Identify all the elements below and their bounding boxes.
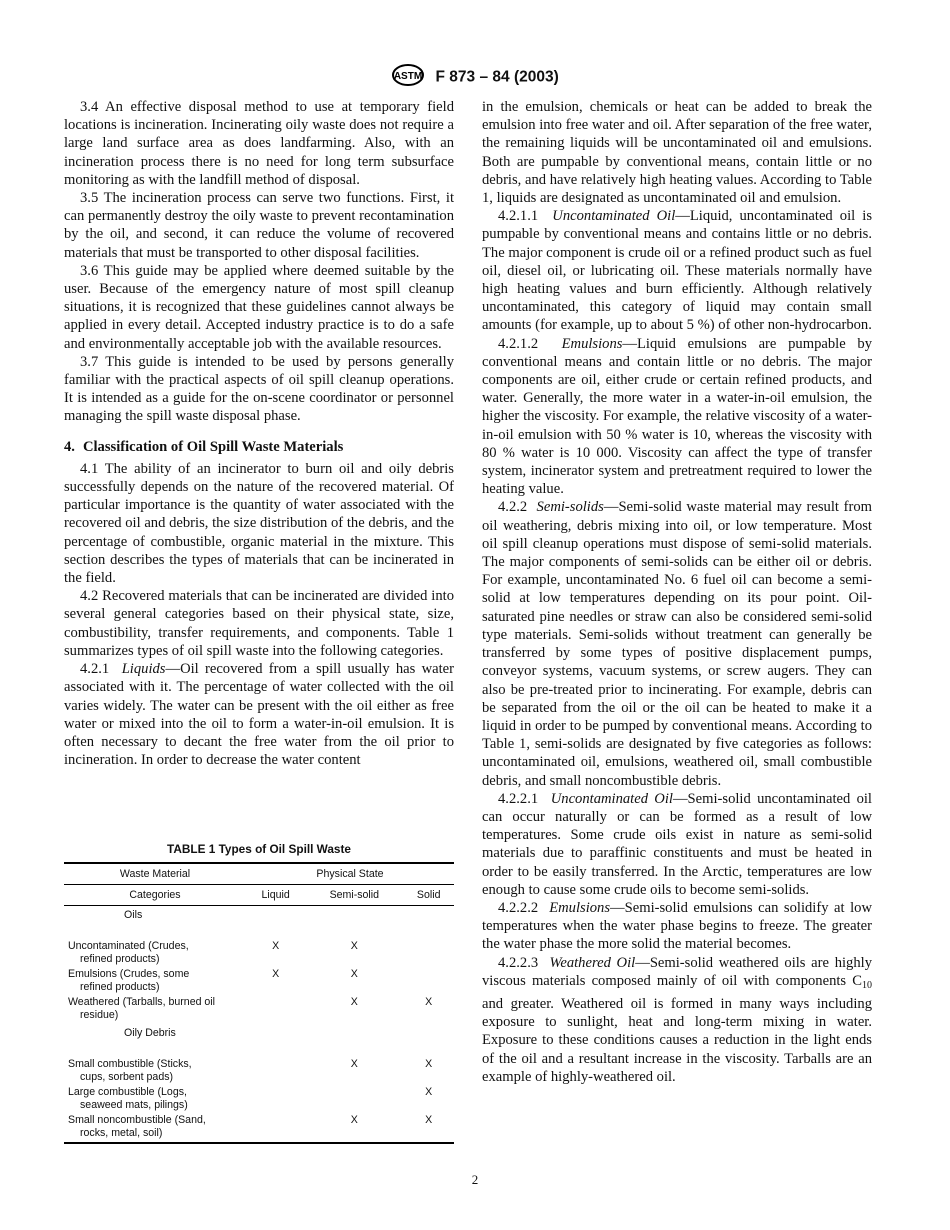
- group-oils: Oils: [124, 909, 143, 921]
- svg-text:ASTM: ASTM: [394, 71, 423, 82]
- table-row: Emulsions (Crudes, some refined products) X X: [68, 968, 358, 993]
- paragraph-4-2-2-1: 4.2.2.1 Uncontaminated Oil—Semi-solid uncontaminated oil can occur naturally or can be formed as a result of low temperatures. Some crude oils exist in nature as semi-solid materials due to paraffinic constituents and must be heated in order to be easily transferred. In the Arctic, temperatures are low enough to cause some crude oils to become semi-solids.: [482, 790, 872, 898]
- table-caption: TABLE 1 Types of Oil Spill Waste: [167, 842, 351, 856]
- paragraph-continuation: in the emulsion, chemicals or heat can be added to break the emulsion into free water and oil. After separation of the free water, the remaining liquids will be uncontaminated oil and emulsions. Both are pumpable by conventional means, contain little or no debris, and have relatively high heating values. According to Table 1, liquids are designated as uncontaminated oil and emulsion.: [482, 99, 872, 207]
- page-header: [0, 64, 950, 91]
- table-1: [64, 842, 454, 1144]
- table-row: Small combustible (Sticks, cups, sorbent pads) X X: [68, 1058, 433, 1083]
- astm-logo-icon: [391, 64, 425, 91]
- table-row: Weathered (Tarballs, burned oil residue) X X: [68, 996, 433, 1021]
- table-row: Small noncombustible (Sand, rocks, metal, soil) X X: [64, 1114, 454, 1143]
- table-row: Uncontaminated (Crudes, refined products) X X: [68, 940, 358, 965]
- header-semi-solid: Semi-solid: [305, 885, 403, 906]
- paragraph-3-7: 3.7 This guide is intended to be used by persons generally familiar with the practical aspects of oil spill cleanup operations. It is intended as a guide for the on-scene coordinator or personnel managing the spill waste disposal phase.: [64, 353, 454, 425]
- page-number: 2: [471, 1172, 479, 1187]
- paragraph-4-2-2-2: 4.2.2.2 Emulsions—Semi-solid emulsions can solidify at low temperatures when the water phase begins to freeze. The greater the water phase the more solid the material becomes.: [482, 899, 872, 953]
- header-solid: Solid: [403, 885, 454, 906]
- paragraph-3-6: 3.6 This guide may be applied where deemed suitable by the user. Because of the emergency nature of most spill cleanup situations, it is recognized that these guidelines cannot always be applied in every detail. Accepted industry practice is to do a safe and environmentally acceptable job with the available resources.: [64, 262, 454, 352]
- section-4-heading: [64, 438, 454, 456]
- paragraph-4-2-1-2: 4.2.1.2 Emulsions—Liquid emulsions are pumpable by conventional means and contain little or no debris. The major components are oil, either crude or certain refined products, and water. Generally, the more water in a water-in-oil emulsion, the higher the viscosity. For example, the relative viscosity of a water-in-oil emulsion with 50 % water is 10, whereas the viscosity with 80 % water is 10 000. Viscosity can affect the type of transfer system, incinerator system and pretreatment required to lower the heating value.: [482, 335, 873, 498]
- header-liquid: Liquid: [246, 885, 305, 906]
- section-4-number: 4.: [64, 438, 75, 455]
- header-categories: Categories: [64, 885, 246, 906]
- group-oily-debris: Oily Debris: [124, 1027, 176, 1039]
- paragraph-4-2: 4.2 Recovered materials that can be incinerated are divided into several general categories based on their physical state, size, combustibility, transfer requirements, and components. Table 1 summarizes types of oil spill waste into the following categories.: [64, 588, 454, 659]
- paragraph-4-2-2: 4.2.2 Semi-solids—Semi-solid waste material may result from oil weathering, debris mixing into oil, or low temperature. Most oil spill cleanup operations must dispose of semi-solid materials. The major components of semi-solids can be either oil or debris. For example, uncontaminated No. 6 fuel oil can become a semi-solid at low temperatures depending on its pour point. Oil-saturated pine needles or straw can also be considered semi-solid type materials. Semi-solids without treatment can generally be transferred by some types of positive displacement pumps, conveyor systems, vacuum systems, or screw augers. They can also be pre-treated prior to incinerating. For example, debris can be separated from the oil or the oil can be heated to make it a liquid in order to be pumped by conventional means. According to Table 1, semi-solids are designated by five categories as follows: uncontaminated oil, emulsions, weathered oil, small combustible debris, and small noncombustible debris.: [482, 499, 873, 789]
- document-designation: F 873 – 84 (2003): [435, 68, 559, 86]
- header-waste-material: Waste Material: [64, 863, 246, 885]
- section-4-title: Classification of Oil Spill Waste Materials: [82, 438, 344, 455]
- term-liquids: Liquids: [121, 661, 166, 678]
- paragraph-4-2-2-3: 4.2.2.3 Weathered Oil—Semi-solid weathered oils are highly viscous materials composed mainly of oil with components $C_{10}$ and greater. Weathered oil is formed in many ways including exposure to sunlight, heat and long-term mixing in water. Exposure to these conditions causes a reduction in the light ends of the oil and a resultant increase in the viscosity. Tarballs are an example of highly-weathered oil.: [482, 954, 872, 1085]
- paragraph-3-4: 3.4 An effective disposal method to use at temporary field locations is incineration. Incinerating oily waste does not require a large land surface area as does landfarming. Also, with an incineration process there is no need for long term subsurface monitoring as with the landfill method of disposal.: [64, 99, 454, 188]
- waste-types-table: [64, 862, 454, 1144]
- table-row: Large combustible (Logs, seaweed mats, pilings) X: [68, 1086, 433, 1111]
- header-physical-state: Physical State: [246, 863, 454, 885]
- right-column: [482, 98, 872, 1086]
- paragraph-4-2-1-1: 4.2.1.1 Uncontaminated Oil—Liquid, uncontaminated oil is pumpable by conventional means and contains little or no debris. The major component is crude oil or a refined product such as fuel oil, diesel oil, or lubricating oil. These materials normally have high heating values and burn efficiently. Although relatively uncontaminated, this category of liquid may contain small amounts (for example, up to about 5 %) of other non-hydrocarbon.: [482, 208, 872, 334]
- left-column: [64, 98, 454, 769]
- paragraph-3-5: 3.5 The incineration process can serve two functions. First, it can permanently destroy the oily waste to prevent recontamination by the oil, and second, it can reduce the volume of recovered materials that must be transported to other disposal facilities.: [64, 190, 454, 261]
- paragraph-4-2-1: 4.2.1 Liquids—Oil recovered from a spill usually has water associated with it. The percentage of water collected with the oil varies widely. The water can be present with the oil either as free water or mixed into the oil to form a water-in-oil emulsion. It is often necessary to decant the free water from the oil prior to incineration. In order to decrease the water content: [64, 661, 454, 769]
- paragraph-4-1: 4.1 The ability of an incinerator to burn oil and oily debris successfully depends on the nature of the recovered material. Of particular importance is the quantity of water associated with the recovered oil and debris, the size distribution of the debris, and the percentage of combustible, organic material in the mixture. This section describes the types of materials that can be incinerated in the field.: [64, 460, 454, 587]
